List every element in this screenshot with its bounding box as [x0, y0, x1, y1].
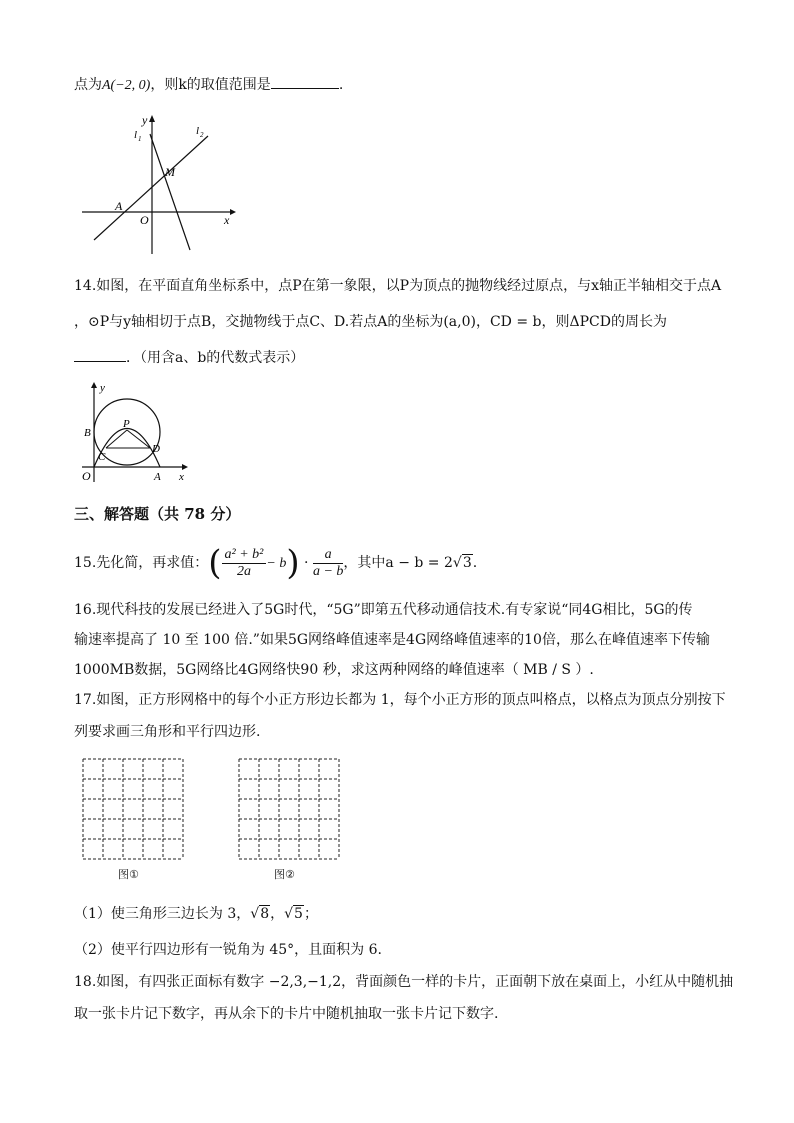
answer-blank — [74, 347, 126, 362]
q16-line1: 16.现代科技的发展已经进入了5G时代，“5G”即第五代移动通信技术.有专家说“同4G相比，5G的传 — [74, 602, 693, 618]
fig2-caption: 图② — [274, 868, 295, 881]
q18-line2: 取一张卡片记下数字，再从余下的卡片中随机抽取一张卡片记下数字. — [74, 1006, 499, 1022]
fraction: $\frac{a}{a - b}$ — [312, 546, 344, 579]
q13-tail: 点为A(−2, 0)，则k的取值范围是 . — [74, 74, 343, 96]
label-x: x — [224, 213, 230, 227]
q16-line3: 1000MB数据，5G网络比4G网络快90 秒，求这两种网络的峰值速率（ MB / S ）. — [74, 662, 594, 678]
label-c: C — [98, 451, 106, 463]
label-o: O — [140, 213, 149, 227]
q13-figure — [80, 112, 240, 257]
grid-figure-1 — [82, 758, 184, 860]
q14-line1: 14.如图，在平面直角坐标系中，点P在第一象限，以P为顶点的抛物线经过原点，与x轴正半轴相交于点A — [74, 278, 722, 294]
label-l1: l — [134, 129, 138, 141]
q14-line3: ．（用含a、b的代数式表示） — [74, 347, 304, 368]
label-b: B — [84, 427, 91, 439]
fraction: $\frac{\text{a² + b²}}{2a}$ — [222, 547, 267, 580]
label-l2: l — [196, 125, 200, 137]
q14-figure — [78, 380, 193, 485]
q17-part2: （2）使平行四边形有一锐角为 45°，且面积为 6. — [74, 942, 382, 958]
label-x: x — [179, 471, 184, 483]
x-arrow-icon — [230, 209, 236, 215]
grid-figure-2 — [238, 758, 340, 860]
label-o: O — [82, 469, 91, 483]
q15-line: 15.先化简，再求值：( $\frac{\text{a² + b²}}{2a}$ − b) · $\frac{a}{a - b}$ ，其中a − b = 2√3. — [74, 543, 478, 583]
label-a: A — [154, 471, 161, 483]
q18-line1: 18.如图，有四张正面标有数字 −2,3,−1,2，背面颜色一样的卡片，正面朝下放在桌面上，小红从中随机抽 — [74, 974, 734, 990]
q14-line2: ，⊙P与y轴相切于点B，交抛物线于点C、D.若点A的坐标为(a,0)，CD = b，则ΔPCD的周长为 — [74, 314, 667, 330]
q17-part1: （1）使三角形三边长为 3，√8，√5； — [74, 906, 318, 922]
line-l2 — [94, 136, 208, 240]
q17-line1: 17.如图，正方形网格中的每个小正方形边长都为 1，每个小正方形的顶点叫格点，以格点为顶点分别按下 — [74, 692, 726, 708]
label-p: P — [123, 418, 130, 430]
label-d: D — [152, 443, 160, 455]
x-arrow-icon — [182, 464, 188, 470]
fig1-caption: 图① — [118, 868, 139, 881]
y-arrow-icon — [149, 115, 155, 122]
label-a: A — [115, 199, 123, 213]
label-m: M — [165, 165, 175, 179]
label-l2-sub: 2 — [200, 131, 204, 139]
label-y: y — [100, 382, 105, 394]
q16-line2: 输速率提高了 10 至 100 倍.”如果5G网络峰值速率是4G网络峰值速率的10倍，那么在峰值速率下传输 — [74, 632, 710, 648]
line-l1 — [150, 134, 190, 250]
q17-line2: 列要求画三角形和平行四边形. — [74, 724, 261, 740]
answer-blank — [271, 74, 339, 89]
label-l1-sub: 1 — [138, 135, 142, 143]
section-title: 三、解答题（共 78 分） — [74, 505, 241, 523]
label-y: y — [142, 113, 148, 127]
y-arrow-icon — [91, 382, 97, 388]
